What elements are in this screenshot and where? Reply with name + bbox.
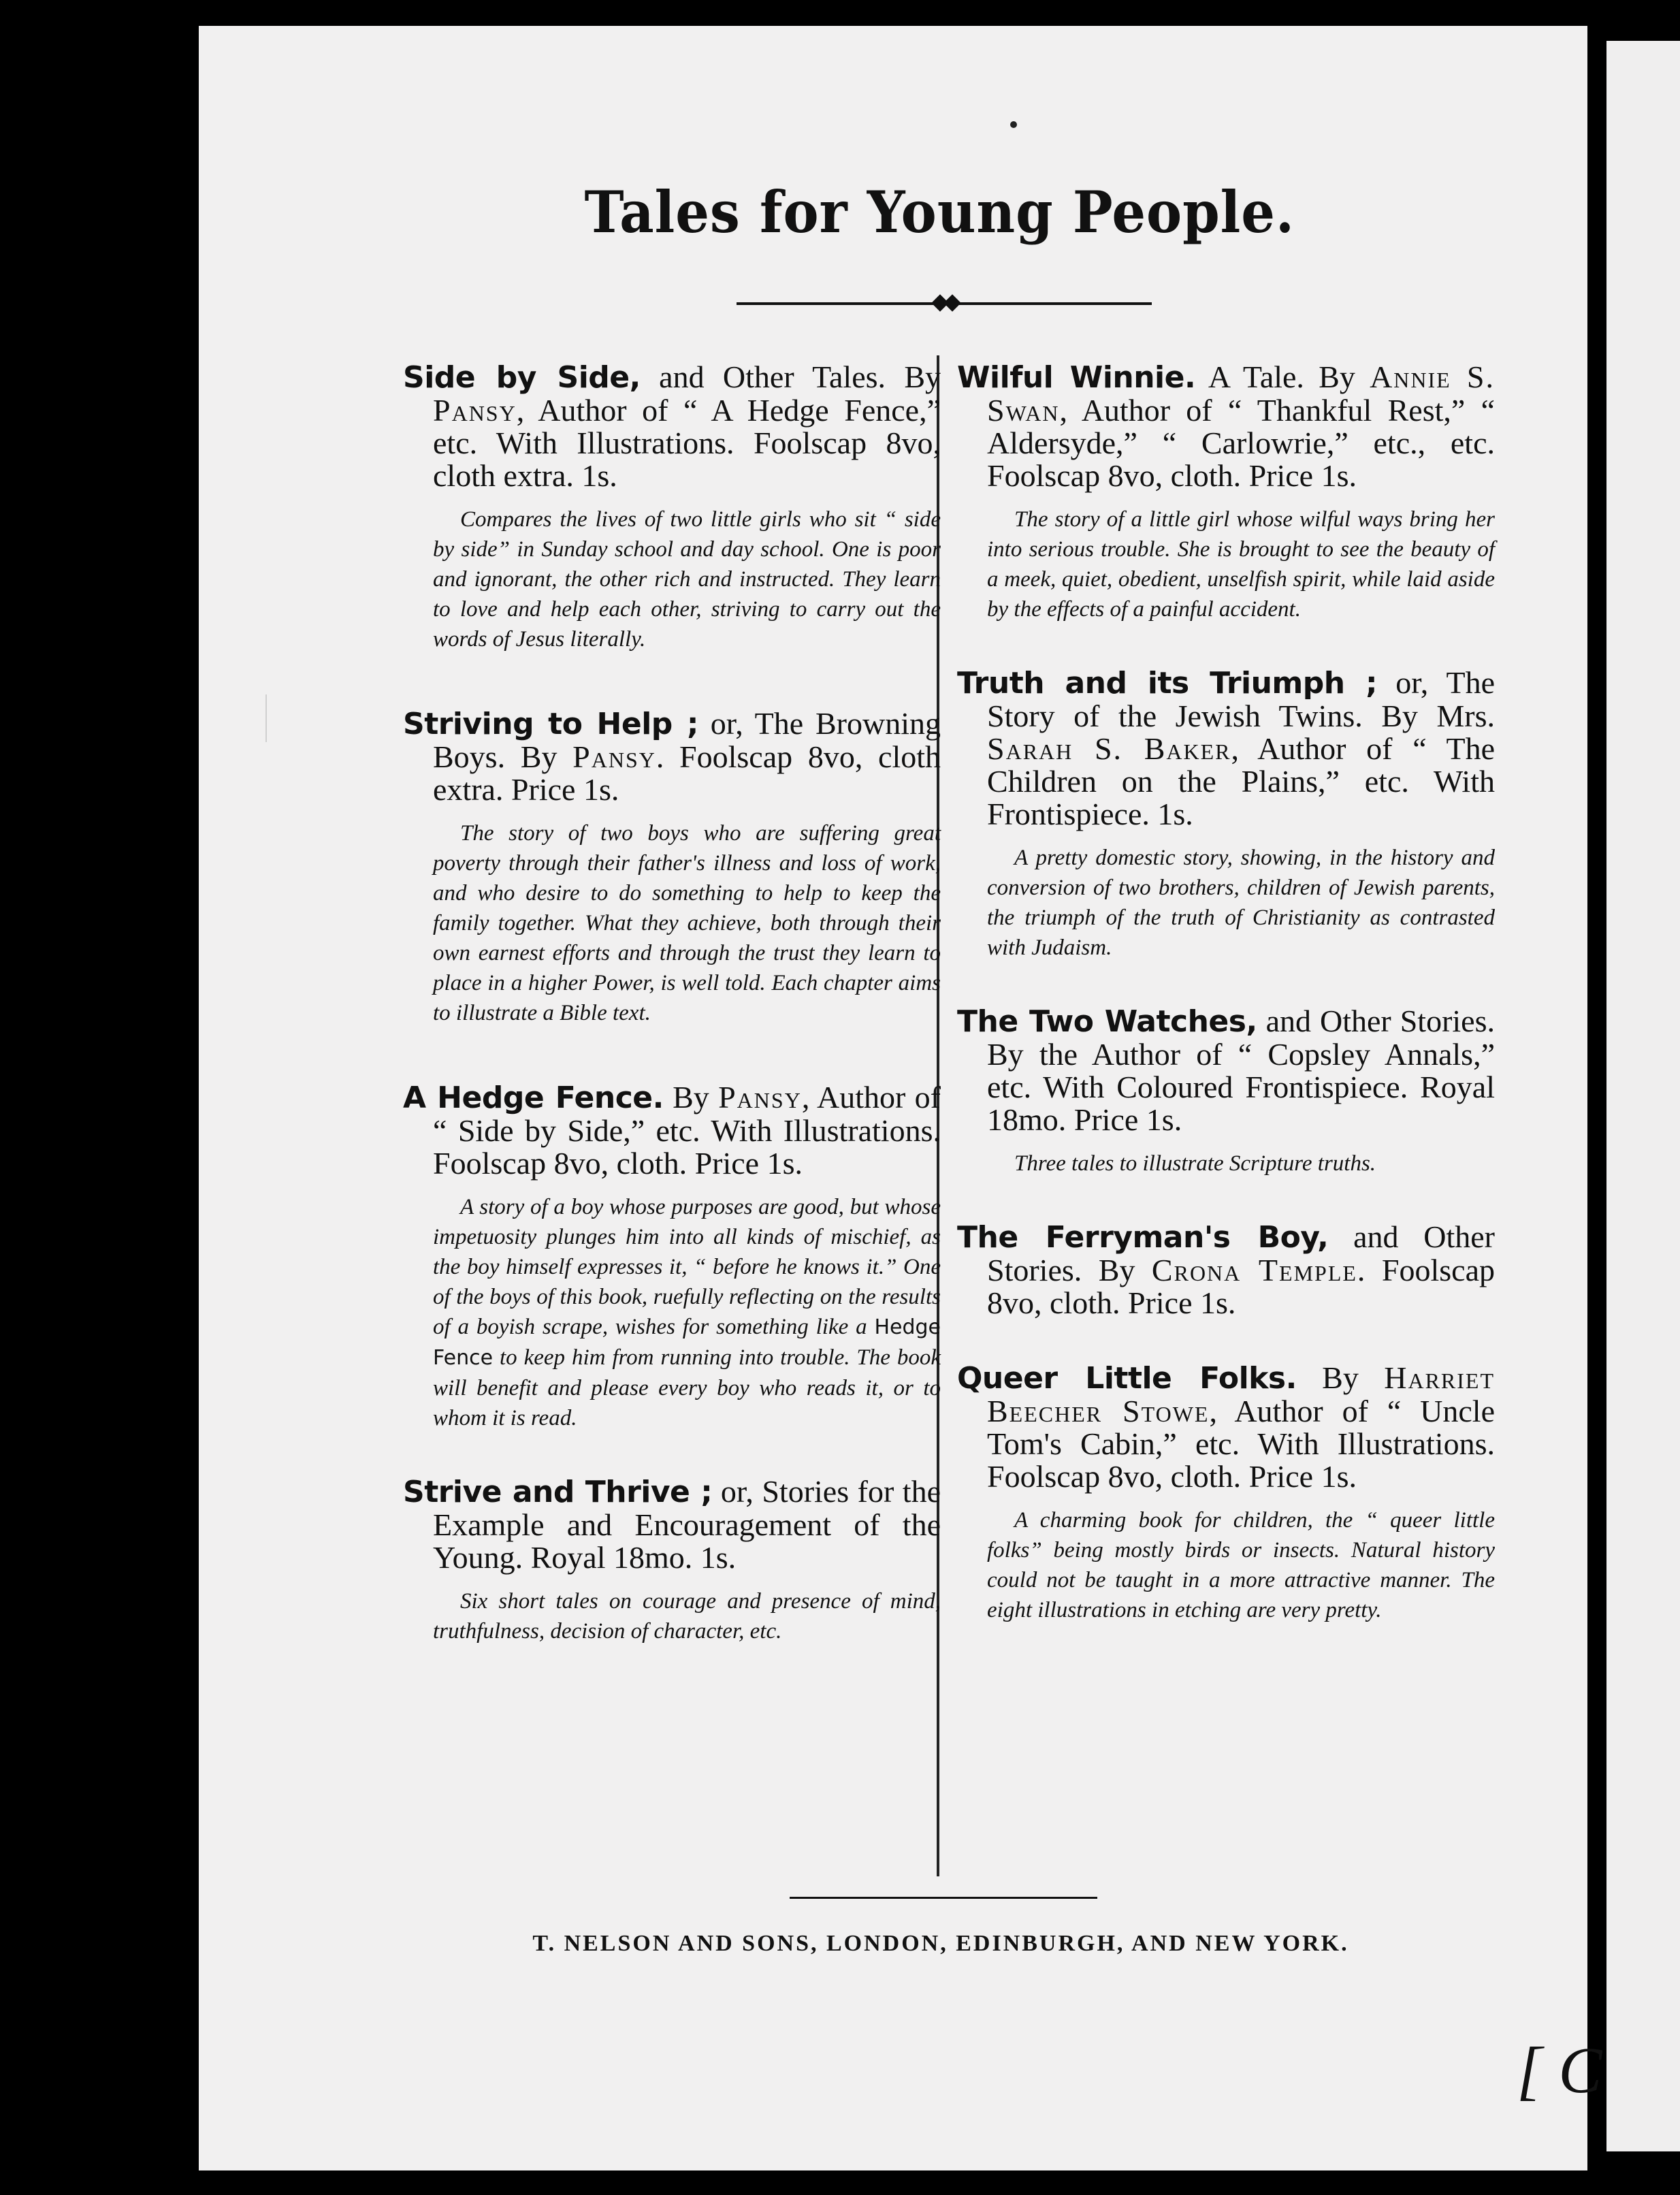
- book-details: or, The Browning Boys. By: [433, 706, 941, 774]
- book-title: The Two Watches,: [957, 1004, 1257, 1039]
- book-author: Harriet Beecher Stowe: [987, 1360, 1496, 1428]
- book-heading: [403, 707, 941, 806]
- book-details: By: [663, 1080, 719, 1115]
- publisher-footer: T. NELSON AND SONS, LONDON, EDINBURGH, AND NEW YORK.: [532, 1931, 1349, 1956]
- book-author: Sarah S. Baker: [987, 731, 1231, 766]
- book-details: , Author of “ Uncle Tom's Cabin,” etc. With Illustrations. Foolscap 8vo, cloth. Price 1s.: [987, 1394, 1495, 1494]
- book-details: and Other Stories. By: [987, 1219, 1495, 1287]
- book-heading: [957, 361, 1495, 492]
- book-heading: [403, 361, 941, 492]
- book-details: or, Stories for the Example and Encouragement of the Young. Royal 18mo. 1s.: [433, 1474, 941, 1575]
- book-description: Six short tales on courage and presence of mind, truthfulness, decision of character, etc.: [433, 1589, 941, 1644]
- book-details: or, The Story of the Jewish Twins. By Mrs.: [987, 665, 1495, 733]
- right-column: [957, 361, 1495, 1667]
- book-description: The story of two boys who are suffering great poverty through their father's illness and loss of work, and who desire to do something to help to keep the family together. What they achieve, both through their own earnest efforts and through the trust they learn to place in a higher Power, is well told. Each chapter aims to illustrate a Bible text.: [433, 821, 941, 1025]
- facing-page-strip: [1606, 41, 1680, 2151]
- corner-handwritten-mark: [ C: [1517, 2034, 1602, 2106]
- book-author: Pansy: [433, 393, 517, 428]
- book-entry: [957, 1362, 1495, 1625]
- margin-scratch: [265, 694, 294, 742]
- book-heading: [957, 1362, 1495, 1493]
- book-description: The story of a little girl whose wilful ways bring her into serious trouble. She is brought to see the beauty of a meek, quiet, obedient, unselfish spirit, while laid aside by the effects of a painful accident.: [987, 507, 1495, 622]
- description-text: to keep him from running into trouble. The book will benefit and please every boy who reads it, or to whom it is read.: [433, 1345, 941, 1430]
- book-heading: [957, 667, 1495, 831]
- book-description: A pretty domestic story, showing, in the history and conversion of two brothers, children of Jewish parents, the triumph of the truth of Christianity as contrasted with Judaism.: [987, 846, 1495, 960]
- book-entry: [957, 1005, 1495, 1179]
- left-column: [403, 361, 941, 1688]
- book-title: Wilful Winnie.: [957, 360, 1196, 395]
- book-author: Pansy: [572, 739, 656, 774]
- footer-rule: [790, 1897, 1097, 1899]
- book-title: Truth and its Triumph ;: [957, 666, 1378, 701]
- book-entry: [403, 361, 941, 654]
- description-text: A story of a boy whose purposes are good, but whose impetuosity plunges him into all kinds of mischief, as the boy himself expresses it, “ before he knows it.” One of the boys of this book, ruefully reflecting on the results of a boyish scrape, wishes for something like a: [433, 1195, 941, 1339]
- book-details: , Author of “ A Hedge Fence,” etc. With Illustrations. Foolscap 8vo, cloth extra. 1s.: [433, 393, 941, 493]
- book-description: Three tales to illustrate Scripture truths.: [1014, 1151, 1376, 1176]
- page-title: Tales for Young People.: [584, 178, 1295, 246]
- book-description: Compares the lives of two little girls who sit “ side by side” in Sunday school and day school. One is poor and ignorant, the other rich and instructed. They learn to love and help each other, striving to carry out the words of Jesus literally.: [433, 507, 941, 652]
- top-dot: [1010, 121, 1017, 128]
- book-title: Strive and Thrive ;: [403, 1475, 713, 1509]
- book-entry: [403, 1475, 941, 1646]
- book-title: The Ferryman's Boy,: [957, 1220, 1329, 1255]
- book-details: . Foolscap 8vo, cloth. Price 1s.: [987, 1253, 1495, 1320]
- book-description: [433, 1192, 941, 1433]
- book-heading: [957, 1005, 1495, 1136]
- book-title: Side by Side,: [403, 360, 641, 395]
- book-heading: [957, 1221, 1495, 1319]
- book-details: , Author of “ Side by Side,” etc. With Illustrations. Foolscap 8vo, cloth. Price 1s.: [433, 1080, 941, 1181]
- book-details: By: [1296, 1360, 1385, 1395]
- book-heading: [403, 1475, 941, 1574]
- book-title: Queer Little Folks.: [957, 1361, 1297, 1396]
- book-details: , Author of “ The Children on the Plains,” etc. With Frontispiece. 1s.: [987, 731, 1495, 831]
- book-author: Pansy: [718, 1080, 802, 1115]
- description-upright-text: Hedge Fence: [433, 1315, 941, 1370]
- book-entry: [403, 707, 941, 1028]
- book-entry: [403, 1081, 941, 1433]
- book-details: A Tale. By: [1195, 359, 1370, 394]
- book-title: Striving to Help ;: [403, 707, 698, 741]
- book-details: and Other Tales. By: [640, 359, 941, 394]
- book-heading: [403, 1081, 941, 1180]
- book-details: . Foolscap 8vo, cloth extra. Price 1s.: [433, 739, 941, 807]
- book-details: and Other Stories. By the Author of “ Copsley Annals,” etc. With Coloured Frontispiece. Royal 18mo. Price 1s.: [987, 1004, 1495, 1137]
- book-author: Crona Temple: [1151, 1253, 1357, 1287]
- book-details: , Author of “ Thankful Rest,” “ Aldersyde,” “ Carlowrie,” etc., etc. Foolscap 8vo, cloth. Price 1s.: [987, 393, 1495, 493]
- book-description: A charming book for children, the “ queer little folks” being mostly birds or insects. Natural history could not be taught in a more attractive manner. The eight illustrations in etching are very pretty.: [987, 1508, 1495, 1622]
- book-entry: [957, 667, 1495, 963]
- book-author: Annie S. Swan: [987, 359, 1496, 428]
- book-entry: [957, 1221, 1495, 1319]
- book-title: A Hedge Fence.: [403, 1080, 664, 1115]
- book-entry: [957, 361, 1495, 624]
